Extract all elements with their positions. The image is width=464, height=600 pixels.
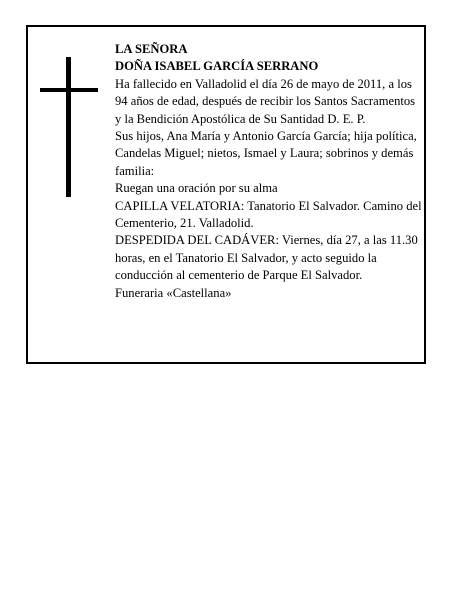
family-list: Sus hijos, Ana María y Antonio García García; hija política, Candelas Miguel; nietos, Ismael y Laura; sobrinos y demás familia: xyxy=(115,129,417,178)
cross-icon xyxy=(40,57,98,197)
cross-vertical-bar xyxy=(66,57,71,197)
notice-title-line2: DOÑA ISABEL GARCÍA SERRANO xyxy=(115,59,319,74)
prayer-request: Ruegan una oración por su alma xyxy=(115,181,278,196)
cross-horizontal-bar xyxy=(40,88,98,92)
funeral-info: DESPEDIDA DEL CADÁVER: Viernes, día 27, a las 11.30 horas, en el Tanatorio El Salvador, y acto seguido la conducción al cementerio de Parque El Salvador. xyxy=(115,233,418,283)
obituary-notice xyxy=(26,25,426,364)
chapel-info: CAPILLA VELATORIA: Tanatorio El Salvador. Camino del Cementerio, 21. Valladolid. xyxy=(115,198,422,231)
death-announcement: Ha fallecido en Valladolid el día 26 de mayo de 2011, a los 94 años de edad, después de recibir los Santos Sacramentos y la Bendición Apostólica de Su Santidad D. E. P. xyxy=(115,76,416,126)
funeral-home: Funeraria «Castellana» xyxy=(115,285,232,300)
notice-title-line1: LA SEÑORA xyxy=(115,42,188,56)
notice-text xyxy=(115,41,423,302)
